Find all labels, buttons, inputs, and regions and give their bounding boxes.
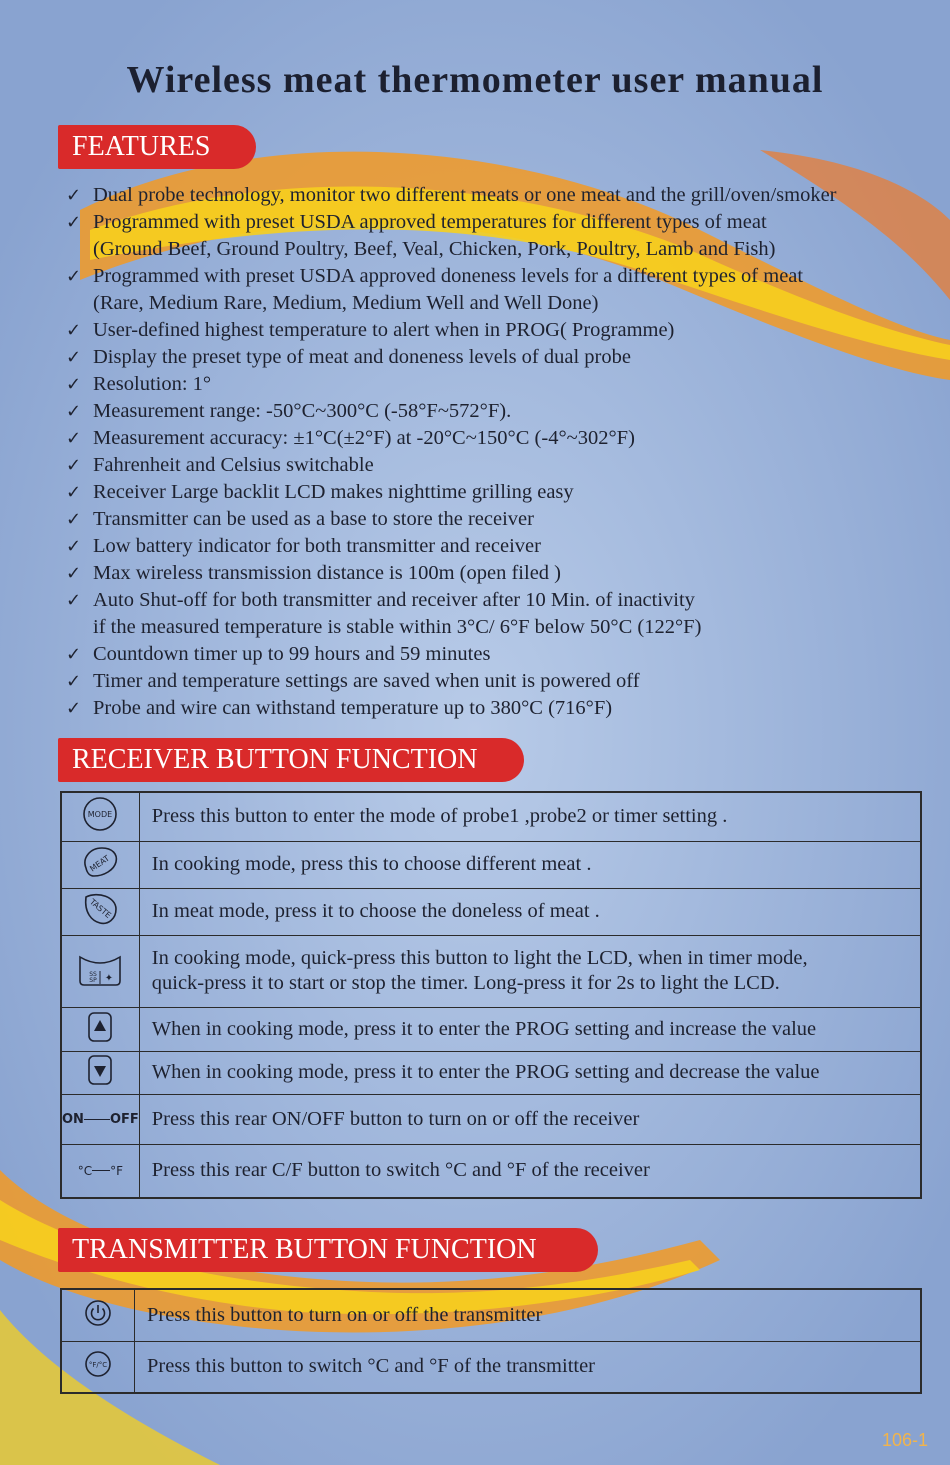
feature-item [66,263,946,290]
svg-text:SS: SS [89,970,98,978]
feature-item [66,587,946,614]
feature-text: Receiver Large backlit LCD makes nighttime grilling easy [93,481,574,503]
down-button-description: When in cooking mode, press it to enter the PROG setting and decrease the value [139,1051,921,1094]
up-button-description: When in cooking mode, press it to enter the PROG setting and increase the value [139,1007,921,1051]
transmitter-power-description: Press this button to turn on or off the transmitter [135,1289,922,1341]
feature-text: Dual probe technology, monitor two different meats or one meat and the grill/oven/smoker [93,184,837,206]
feature-item [66,371,946,398]
table-row [61,1341,921,1393]
svg-text:MEAT: MEAT [88,853,112,874]
feature-item [66,182,946,209]
feature-text: Programmed with preset USDA approved temperatures for different types of meat [93,211,767,233]
svg-text:°F/°C: °F/°C [88,1361,108,1370]
table-row [61,1051,921,1094]
feature-text: Programmed with preset USDA approved doneness levels for a different types of meat [93,265,804,287]
down-arrow-button-icon [87,1054,113,1086]
table-row [61,1289,921,1341]
checkmark-icon: ✓ [66,428,82,449]
checkmark-icon: ✓ [66,482,82,503]
table-row [61,1144,921,1198]
checkmark-icon: ✓ [66,509,82,530]
on-off-button-description: Press this rear ON/OFF button to turn on or off the receiver [139,1094,921,1144]
mode-button-icon [80,794,120,834]
checkmark-icon: ✓ [66,563,82,584]
feature-text: Timer and temperature settings are saved when unit is powered off [93,670,640,692]
table-row [61,935,921,1007]
svg-text:MODE: MODE [88,810,113,820]
table-row [61,841,921,888]
feature-text-continuation: (Ground Beef, Ground Poultry, Beef, Veal, Chicken, Pork, Poultry, Lamb and Fish) [93,238,776,260]
feature-text: User-defined highest temperature to alert when in PROG( Programme) [93,319,675,341]
feature-item [66,668,946,695]
feature-text: Measurement range: -50°C~300°C (-58°F~572°F). [93,400,512,422]
feature-item [66,344,946,371]
checkmark-icon: ✓ [66,185,82,206]
feature-item [66,560,946,587]
checkmark-icon: ✓ [66,212,82,233]
backlight-button-description-line1: In cooking mode, quick-press this button to light the LCD, when in timer mode, [151,947,808,969]
checkmark-icon: ✓ [66,374,82,395]
feature-text-continuation: (Rare, Medium Rare, Medium, Medium Well and Well Done) [93,292,599,314]
checkmark-icon: ✓ [66,266,82,287]
feature-text: Fahrenheit and Celsius switchable [93,454,374,476]
on-off-switch-icon: ON OFF [62,1112,139,1127]
feature-item [66,425,946,452]
backlight-start-stop-button-icon [75,949,125,989]
checkmark-icon: ✓ [66,347,82,368]
power-button-icon [83,1298,113,1328]
feature-text-continuation: if the measured temperature is stable within 3°C/ 6°F below 50°C (122°F) [93,616,702,638]
feature-item [66,641,946,668]
feature-text: Display the preset type of meat and doneness levels of dual probe [93,346,631,368]
backlight-button-description-line2: quick-press it to start or stop the timer. Long-press it for 2s to light the LCD. [151,972,780,994]
mode-button-description: Press this button to enter the mode of probe1 ,probe2 or timer setting . [139,792,921,841]
taste-button-icon [78,889,122,929]
transmitter-cf-description: Press this button to switch °C and °F of the transmitter [135,1341,922,1393]
feature-item [66,533,946,560]
checkmark-icon: ✓ [66,698,82,719]
feature-item [66,479,946,506]
feature-text: Auto Shut-off for both transmitter and receiver after 10 Min. of inactivity [93,589,695,611]
meat-button-icon [78,842,122,882]
feature-item [66,398,946,425]
up-arrow-button-icon [87,1011,113,1043]
receiver-button-function-heading: RECEIVER BUTTON FUNCTION [58,738,524,782]
page-title: Wireless meat thermometer user manual [126,59,824,101]
feature-item [66,209,946,236]
feature-item [66,506,946,533]
features-list [66,182,946,722]
checkmark-icon: ✓ [66,671,82,692]
table-row [61,1094,921,1144]
meat-button-description: In cooking mode, press this to choose different meat . [139,841,921,888]
checkmark-icon: ✓ [66,536,82,557]
checkmark-icon: ✓ [66,320,82,341]
feature-text: Resolution: 1° [93,373,212,395]
feature-text: Max wireless transmission distance is 100m (open filed ) [93,562,561,584]
table-row [61,888,921,935]
transmitter-button-function-heading: TRANSMITTER BUTTON FUNCTION [58,1228,598,1272]
celsius-fahrenheit-button-icon [83,1349,113,1379]
svg-text:SP: SP [89,976,98,984]
receiver-button-table [60,791,922,1199]
feature-text: Transmitter can be used as a base to store the receiver [93,508,534,530]
cf-button-description: Press this rear C/F button to switch °C and °F of the receiver [139,1144,921,1198]
page-number: 106-1 [881,1430,928,1450]
celsius-fahrenheit-switch-icon: °C °F [77,1163,124,1178]
feature-text: Low battery indicator for both transmitter and receiver [93,535,541,557]
feature-item [66,317,946,344]
feature-item [66,452,946,479]
taste-button-description: In meat mode, press it to choose the doneless of meat . [139,888,921,935]
table-row [61,1007,921,1051]
table-row [61,792,921,841]
feature-text: Countdown timer up to 99 hours and 59 minutes [93,643,491,665]
features-heading: FEATURES [58,125,256,169]
feature-item [66,695,946,722]
svg-text:TASTE: TASTE [88,897,114,921]
transmitter-button-table [60,1288,922,1394]
feature-text: Probe and wire can withstand temperature up to 380°C (716°F) [93,697,613,719]
checkmark-icon: ✓ [66,401,82,422]
checkmark-icon: ✓ [66,590,82,611]
checkmark-icon: ✓ [66,644,82,665]
svg-text:✦: ✦ [105,972,114,984]
checkmark-icon: ✓ [66,455,82,476]
feature-text: Measurement accuracy: ±1°C(±2°F) at -20°C~150°C (-4°~302°F) [93,427,635,449]
